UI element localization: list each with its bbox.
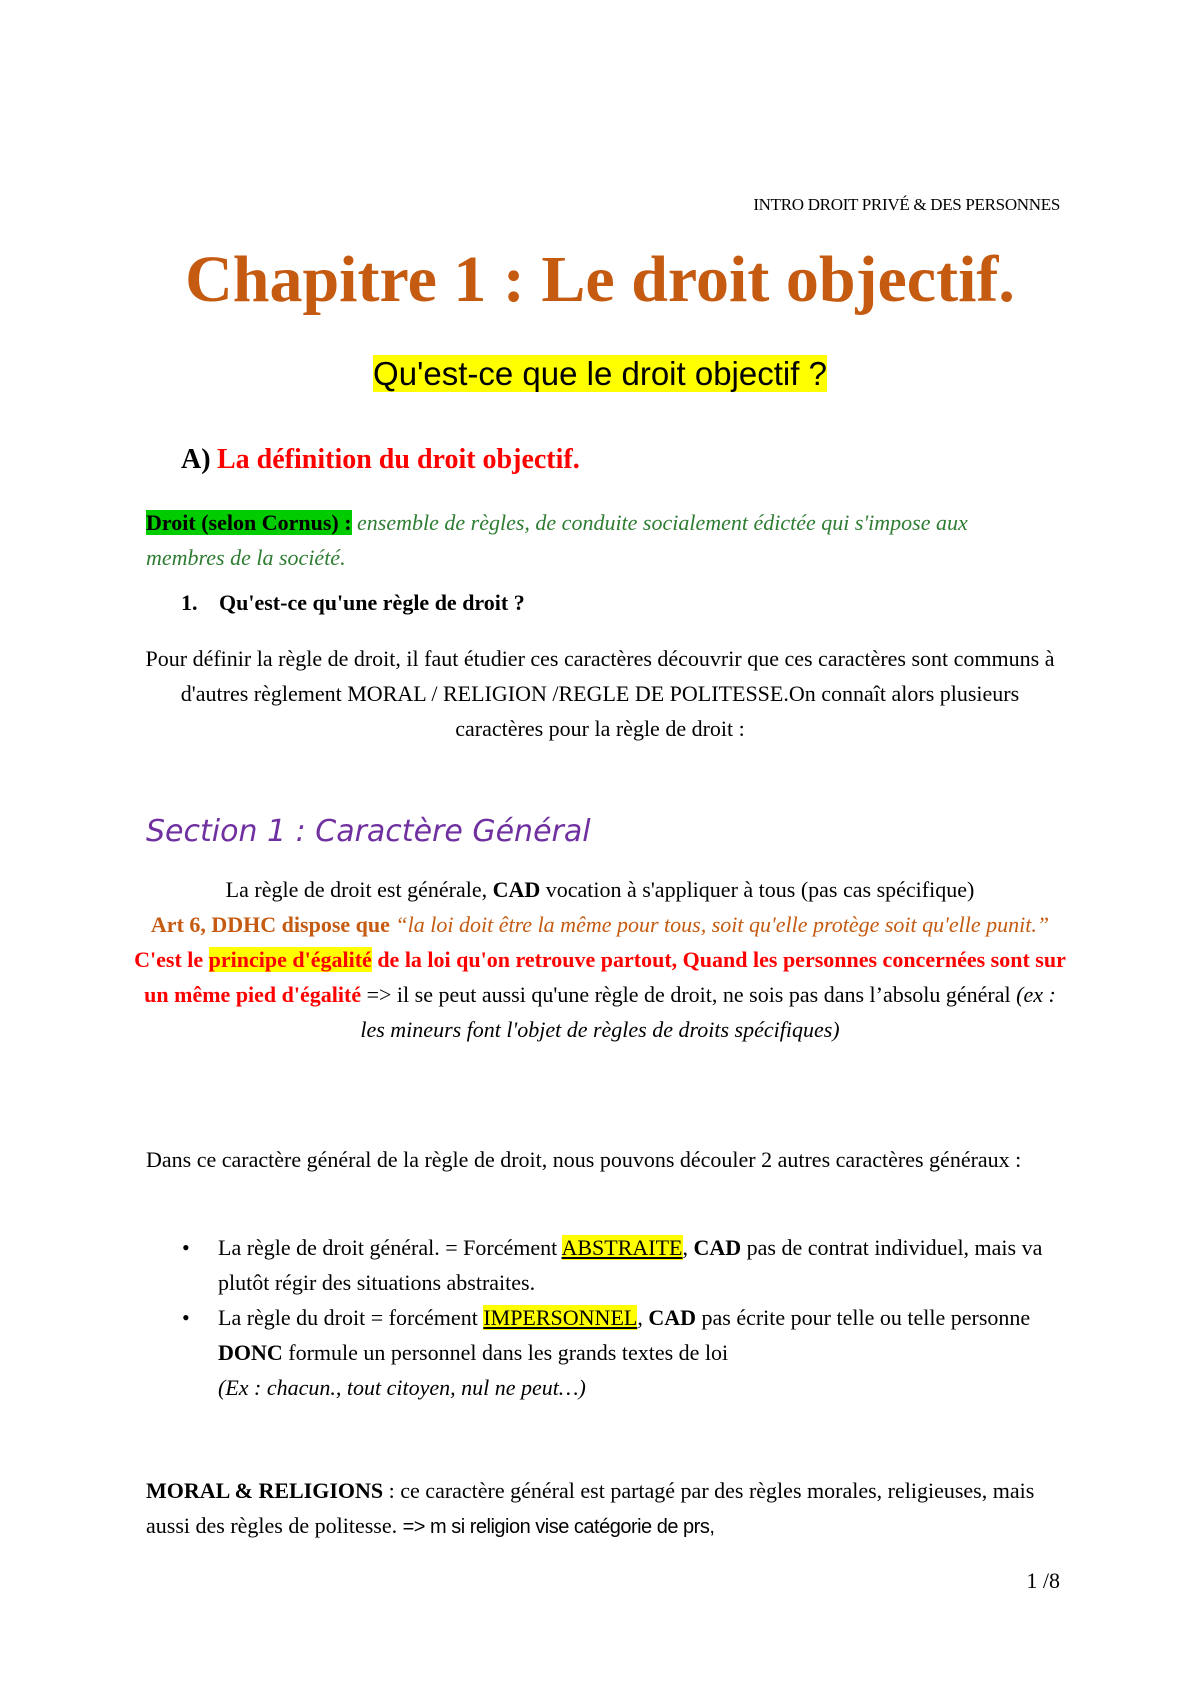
item-comma: , xyxy=(682,1235,694,1260)
section-1-title: Section 1 : Caractère Général xyxy=(146,814,591,849)
characteristics-list xyxy=(146,1230,1066,1405)
heading-letter: A) xyxy=(181,444,211,475)
page-number: 1 /8 xyxy=(1026,1568,1060,1593)
list-item xyxy=(146,1230,1066,1300)
consequence-paragraph: Dans ce caractère général de la règle de droit, nous pouvons découler 2 autres caractères généraux : xyxy=(146,1147,1022,1172)
item-highlight: IMPERSONNEL xyxy=(483,1305,638,1330)
general-example: (ex : les mineurs font l'objet de règles de droits spécifiques) xyxy=(360,982,1056,1042)
item-text: La règle de droit général. = Forcément xyxy=(218,1235,562,1260)
definition-desc: ensemble de règles, de conduite socialement édictée qui s'impose aux membres de la société. xyxy=(146,510,968,570)
item-example: (Ex : chacun., tout citoyen, nul ne peut…) xyxy=(218,1375,586,1400)
cad-abbrev: CAD xyxy=(492,877,541,902)
running-header: INTRO DROIT PRIVÉ & DES PERSONNES xyxy=(753,195,1060,214)
general-paragraph xyxy=(130,872,1070,1047)
item-text: pas de contrat individuel, mais va plutôt régir des situations abstraites. xyxy=(218,1235,1043,1295)
moral-paragraph xyxy=(146,1473,1046,1545)
list-item xyxy=(146,1300,1066,1405)
subtitle-text: Qu'est-ce que le droit objectif ? xyxy=(373,355,827,392)
general-text-3: => il se peut aussi qu'une règle de droit, ne sois pas dans l’absolu général xyxy=(361,982,1017,1007)
subtitle xyxy=(0,352,1200,396)
donc-keyword: DONC xyxy=(218,1340,283,1365)
cad-abbrev: CAD xyxy=(648,1305,696,1330)
item-comma: , xyxy=(637,1305,649,1330)
general-text-2: vocation à s'appliquer à tous (pas cas spécifique) xyxy=(540,877,975,902)
heading-text: La définition du droit objectif. xyxy=(217,444,580,475)
principle-highlight: principe d'égalité xyxy=(208,947,372,972)
item-text: formule un personnel dans les grands textes de loi xyxy=(282,1340,729,1365)
question-number: 1. xyxy=(181,590,198,615)
item-highlight: ABSTRAITE xyxy=(561,1235,683,1260)
general-text-1: La règle de droit est générale, xyxy=(225,877,493,902)
item-text: La règle du droit = forcément xyxy=(218,1305,484,1330)
bullet-icon: • xyxy=(182,1235,190,1260)
definition-term: Droit (selon Cornus) : xyxy=(146,510,352,535)
moral-text: : ce caractère général est partagé par des règles morales, religieuses, mais aussi des règles de politesse. xyxy=(146,1478,1035,1538)
article-ref: Art 6, DDHC dispose que xyxy=(150,912,390,937)
question-heading xyxy=(181,590,525,616)
question-text: Qu'est-ce qu'une règle de droit ? xyxy=(219,590,525,615)
bullet-icon: • xyxy=(182,1305,190,1330)
intro-paragraph: Pour définir la règle de droit, il faut étudier ces caractères découvrir que ces caractères sont communs à d'autres règlement MORAL / RELIGION /REGLE DE POLITESSE.On connaît alors plusieurs caractères pour la règle de droit : xyxy=(145,646,1055,741)
cad-abbrev: CAD xyxy=(693,1235,742,1260)
item-text: pas écrite pour telle ou telle personne xyxy=(696,1305,1031,1330)
principle-text: de la loi qu'on retrouve partout, Quand les personnes concernées sont sur un même pied d'égalité xyxy=(144,947,1066,1007)
definition-paragraph xyxy=(146,505,1026,575)
moral-note: => m si religion vise catégorie de prs, xyxy=(402,1516,715,1538)
moral-heading: MORAL & RELIGIONS xyxy=(146,1478,384,1503)
principle-intro: C'est le xyxy=(134,947,209,972)
chapter-title: Chapitre 1 : Le droit objectif. xyxy=(185,243,1015,316)
article-quote: “la loi doit être la même pour tous, soit qu'elle protège soit qu'elle punit.” xyxy=(389,912,1050,937)
heading-section-a xyxy=(181,444,580,476)
